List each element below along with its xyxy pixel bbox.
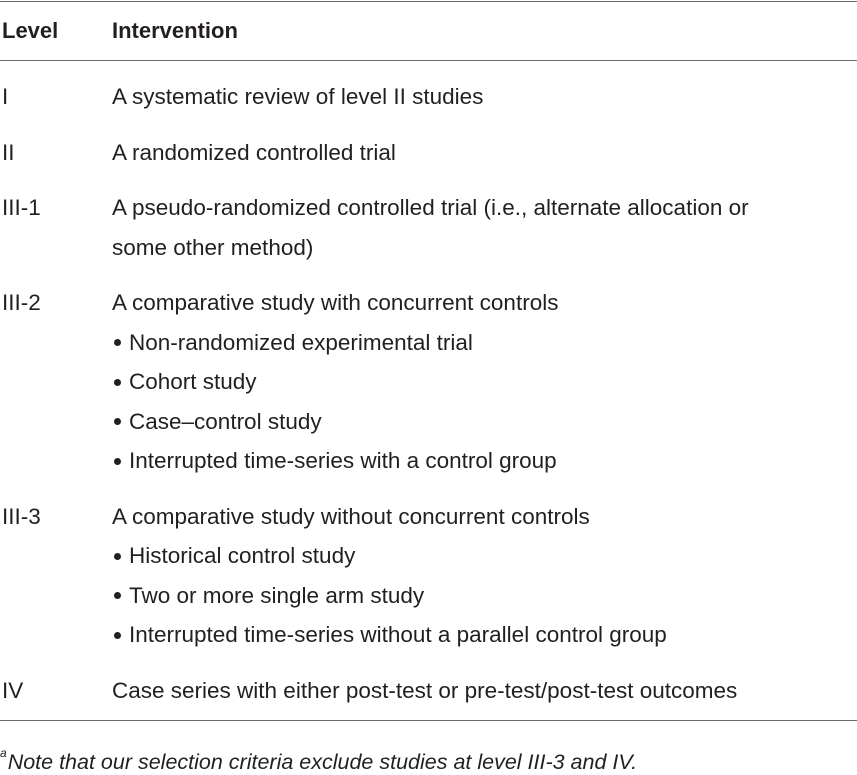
bottom-rule	[0, 720, 857, 721]
bullet-item	[112, 441, 851, 481]
bullet-text: Non-randomized experimental trial	[129, 329, 473, 355]
bullet-item	[112, 615, 851, 655]
header-level: Level	[2, 18, 59, 43]
bullet-icon	[114, 339, 121, 346]
bullet-icon	[114, 418, 121, 425]
bullet-text: Two or more single arm study	[129, 582, 425, 608]
bullet-item	[112, 536, 851, 576]
table-row	[0, 77, 857, 117]
intervention-text: A randomized controlled trial	[112, 139, 396, 165]
header-intervention: Intervention	[112, 18, 238, 43]
row-level: IV	[2, 677, 24, 703]
bullet-icon	[114, 632, 121, 639]
row-level: III-2	[2, 290, 41, 315]
row-level: II	[2, 139, 15, 165]
intervention-text: A comparative study without concurrent controls	[112, 503, 590, 529]
bullet-item	[112, 576, 851, 616]
row-level: III-3	[2, 503, 41, 529]
bullet-item	[112, 323, 851, 363]
table-row	[0, 188, 857, 267]
table-footnote	[0, 744, 637, 775]
bullet-text: Case–control study	[129, 408, 322, 434]
row-intervention	[112, 671, 857, 711]
footnote-text: Note that our selection criteria exclude studies at level III-3 and IV.	[7, 750, 638, 775]
table-row	[0, 133, 857, 173]
table-row	[0, 497, 857, 655]
bullet-text: Historical control study	[129, 543, 356, 568]
table-body	[0, 61, 857, 710]
bullet-item	[112, 402, 851, 442]
intervention-text: A comparative study with concurrent controls	[112, 290, 559, 315]
bullet-icon	[114, 592, 121, 599]
footnote-marker: a	[0, 746, 7, 760]
intervention-text: some other method)	[112, 234, 314, 260]
intervention-text: Case series with either post-test or pre-test/post-test outcomes	[112, 677, 738, 703]
row-intervention	[112, 497, 857, 655]
row-intervention	[112, 77, 857, 117]
row-intervention	[112, 283, 857, 481]
row-level: III-1	[2, 195, 41, 220]
bullet-text: Interrupted time-series with a control group	[129, 448, 557, 473]
row-level: I	[2, 84, 9, 109]
row-intervention	[112, 133, 857, 173]
table-row	[0, 283, 857, 481]
intervention-text: A systematic review of level II studies	[112, 84, 484, 109]
row-intervention	[112, 188, 857, 267]
bullet-text: Interrupted time-series without a parallel control group	[129, 622, 667, 647]
bullet-icon	[114, 458, 121, 465]
table-header	[0, 2, 857, 60]
bullet-item	[112, 362, 851, 402]
bullet-text: Cohort study	[129, 369, 257, 394]
table-row	[0, 671, 857, 711]
bullet-icon	[114, 553, 121, 560]
bullet-icon	[114, 379, 121, 386]
intervention-text: A pseudo-randomized controlled trial (i.e., alternate allocation or	[112, 195, 749, 220]
